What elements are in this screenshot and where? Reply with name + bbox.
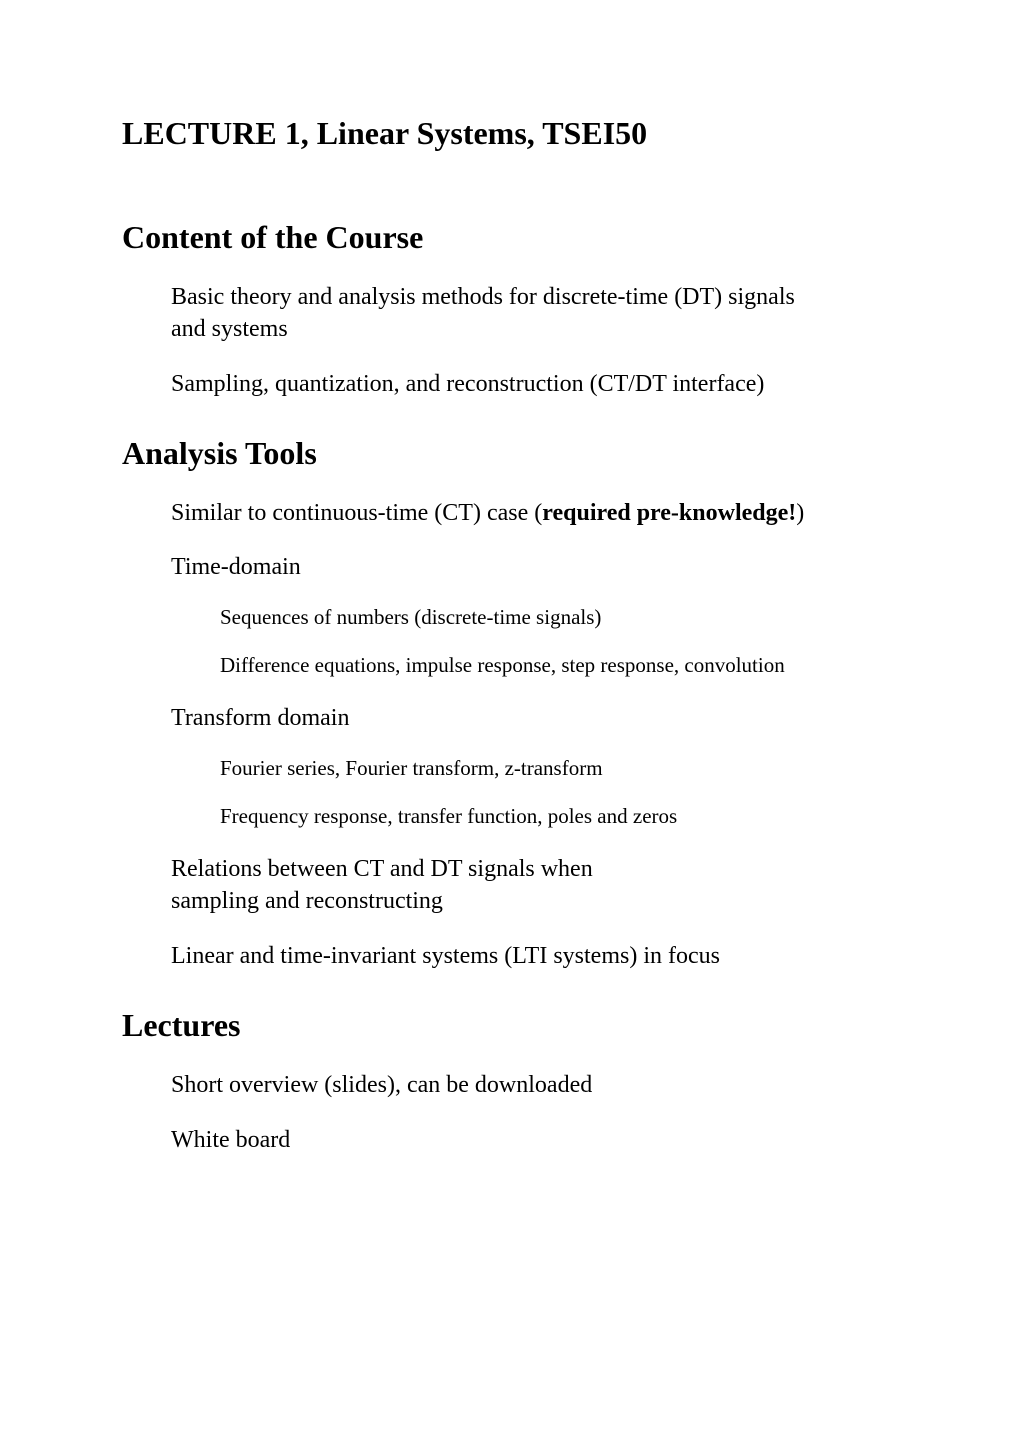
list-item: Linear and time-invariant systems (LTI systems) in focus xyxy=(171,943,720,969)
list-item: Transform domain xyxy=(171,705,350,731)
list-item-line: sampling and reconstructing xyxy=(171,888,443,914)
page-title: LECTURE 1, Linear Systems, TSEI50 xyxy=(122,115,648,151)
emphasis-text: required pre-knowledge! xyxy=(542,500,797,526)
sub-list-item: Difference equations, impulse response, step response, convolution xyxy=(220,653,785,677)
sub-list-item: Sequences of numbers (discrete-time signals) xyxy=(220,605,602,629)
list-item-line: and systems xyxy=(171,316,288,342)
list-item xyxy=(171,281,795,345)
sub-list-item: Fourier series, Fourier transform, z-transform xyxy=(220,756,603,780)
list-item: White board xyxy=(171,1127,291,1153)
list-item xyxy=(171,497,804,529)
section-heading-analysis-tools: Analysis Tools xyxy=(122,435,317,471)
list-item-line: Basic theory and analysis methods for discrete-time (DT) signals xyxy=(171,284,795,310)
list-item: Time-domain xyxy=(171,554,301,580)
section-heading-lectures: Lectures xyxy=(122,1007,241,1043)
list-item: Sampling, quantization, and reconstruction (CT/DT interface) xyxy=(171,371,765,397)
list-item-line: Relations between CT and DT signals when xyxy=(171,856,593,882)
list-item: Short overview (slides), can be downloaded xyxy=(171,1072,593,1098)
list-item-text: ) xyxy=(796,500,805,526)
section-heading-content: Content of the Course xyxy=(122,219,424,255)
list-item xyxy=(171,853,593,917)
list-item-text: Similar to continuous-time (CT) case ( xyxy=(171,500,543,526)
sub-list-item: Frequency response, transfer function, poles and zeros xyxy=(220,804,678,828)
